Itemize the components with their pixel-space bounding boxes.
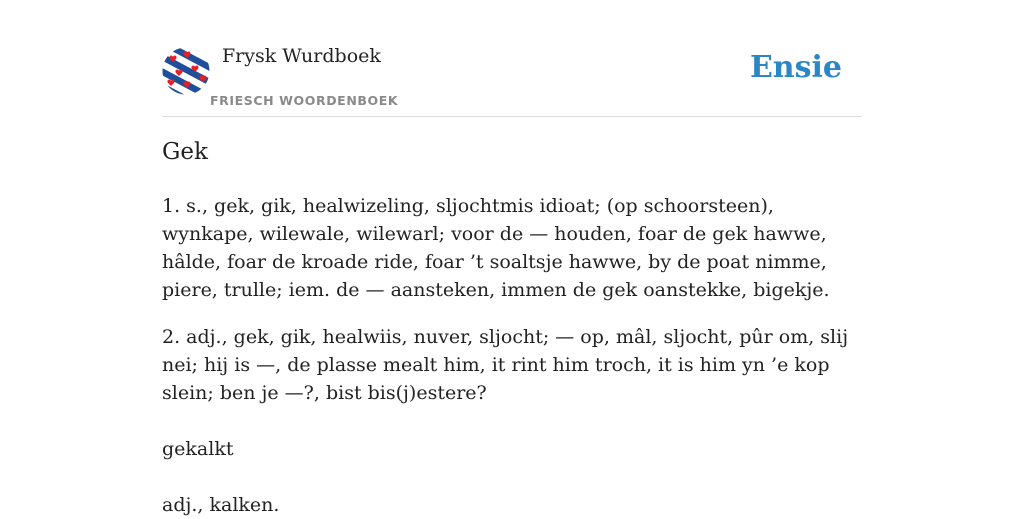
related-term: gekalkt xyxy=(162,438,234,460)
definition-1: 1. s., gek, gik, healwizeling, sljochtmis idioat; (op schoorsteen), wynkape, wilewale, wilewarl; voor de — houden, foar de gek hawwe, hâlde, foar de kroade ride, foar ’t soaltsje hawwe, by de poat nimme, piere, trulle; iem. de — aansteken, immen de gek oanstekke, bigekje. xyxy=(162,195,830,301)
entry-title: Gek xyxy=(162,139,208,165)
page-container xyxy=(162,0,862,516)
site-subtitle: FRIESCH WOORDENBOEK xyxy=(210,93,399,108)
definition-2: 2. adj., gek, gik, healwiis, nuver, sljocht; — op, mâl, sljocht, pûr om, slij nei; hij is —, de plasse mealt him, it rint him troch, it is him yn ’e kop slein; ben je —?, bist bis(j)estere? xyxy=(162,326,849,404)
site-header xyxy=(162,0,862,117)
related-definition: adj., kalken. xyxy=(162,494,280,516)
site-title[interactable]: Frysk Wurdboek xyxy=(222,45,381,67)
frisian-flag-logo-icon[interactable] xyxy=(162,47,210,95)
ensie-brand-link[interactable]: Ensie xyxy=(749,50,842,85)
